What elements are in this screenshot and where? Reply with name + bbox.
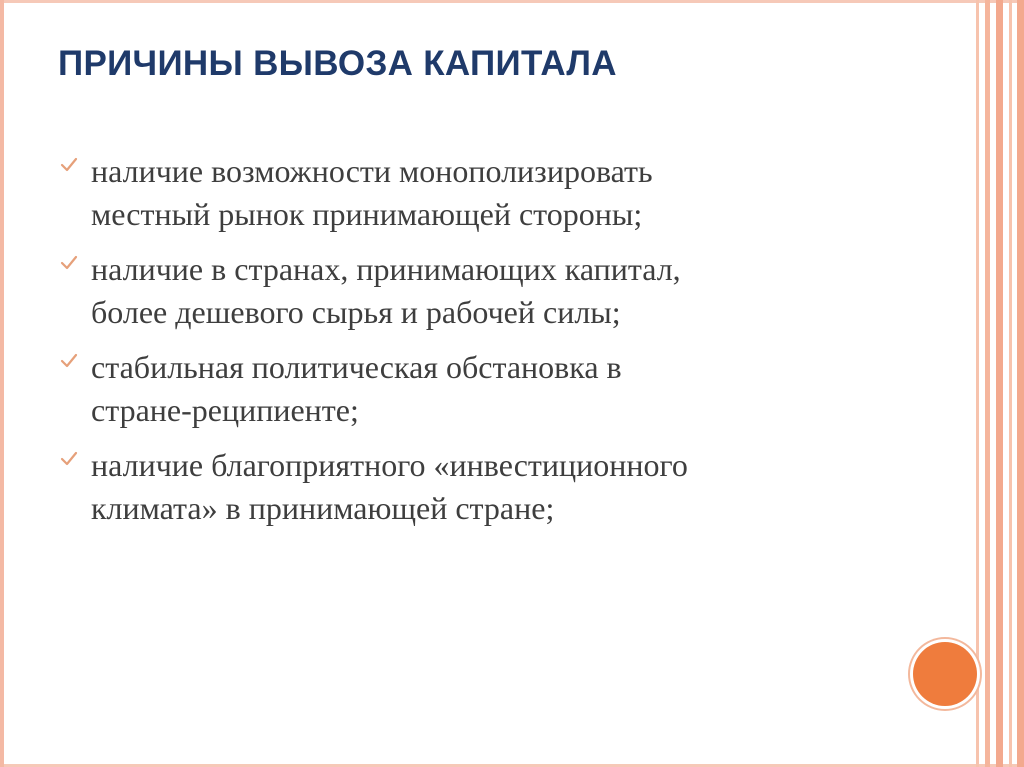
checkmark-icon: [60, 352, 78, 370]
bullet-item: [58, 150, 878, 236]
decorative-stripe: [996, 0, 1003, 767]
bullet-line: климата» в принимающей стране;: [91, 490, 555, 526]
bullet-line: наличие возможности монополизировать: [91, 153, 653, 189]
decorative-stripe: [1017, 0, 1024, 767]
slide-frame-top: [0, 0, 1024, 3]
decorative-stripe: [985, 0, 990, 767]
bullet-line: наличие благоприятного «инвестиционного: [91, 447, 688, 483]
bullet-line: стране-реципиенте;: [91, 392, 359, 428]
slide-title: ПРИЧИНЫ ВЫВОЗА КАПИТАЛА: [58, 44, 617, 83]
checkmark-icon: [60, 450, 78, 468]
bullet-list: [58, 150, 878, 542]
checkmark-icon: [60, 254, 78, 272]
bullet-item: [58, 346, 878, 432]
bullet-line: стабильная политическая обстановка в: [91, 349, 622, 385]
bullet-line: местный рынок принимающей стороны;: [91, 196, 643, 232]
checkmark-icon: [60, 156, 78, 174]
bullet-line: более дешевого сырья и рабочей силы;: [91, 294, 621, 330]
bullet-item: [58, 248, 878, 334]
bullet-item: [58, 444, 878, 530]
decorative-circle: [913, 642, 977, 706]
decorative-stripe: [1009, 0, 1012, 767]
decorative-stripe: [976, 0, 979, 767]
bullet-line: наличие в странах, принимающих капитал,: [91, 251, 681, 287]
slide-frame-left: [0, 0, 4, 767]
